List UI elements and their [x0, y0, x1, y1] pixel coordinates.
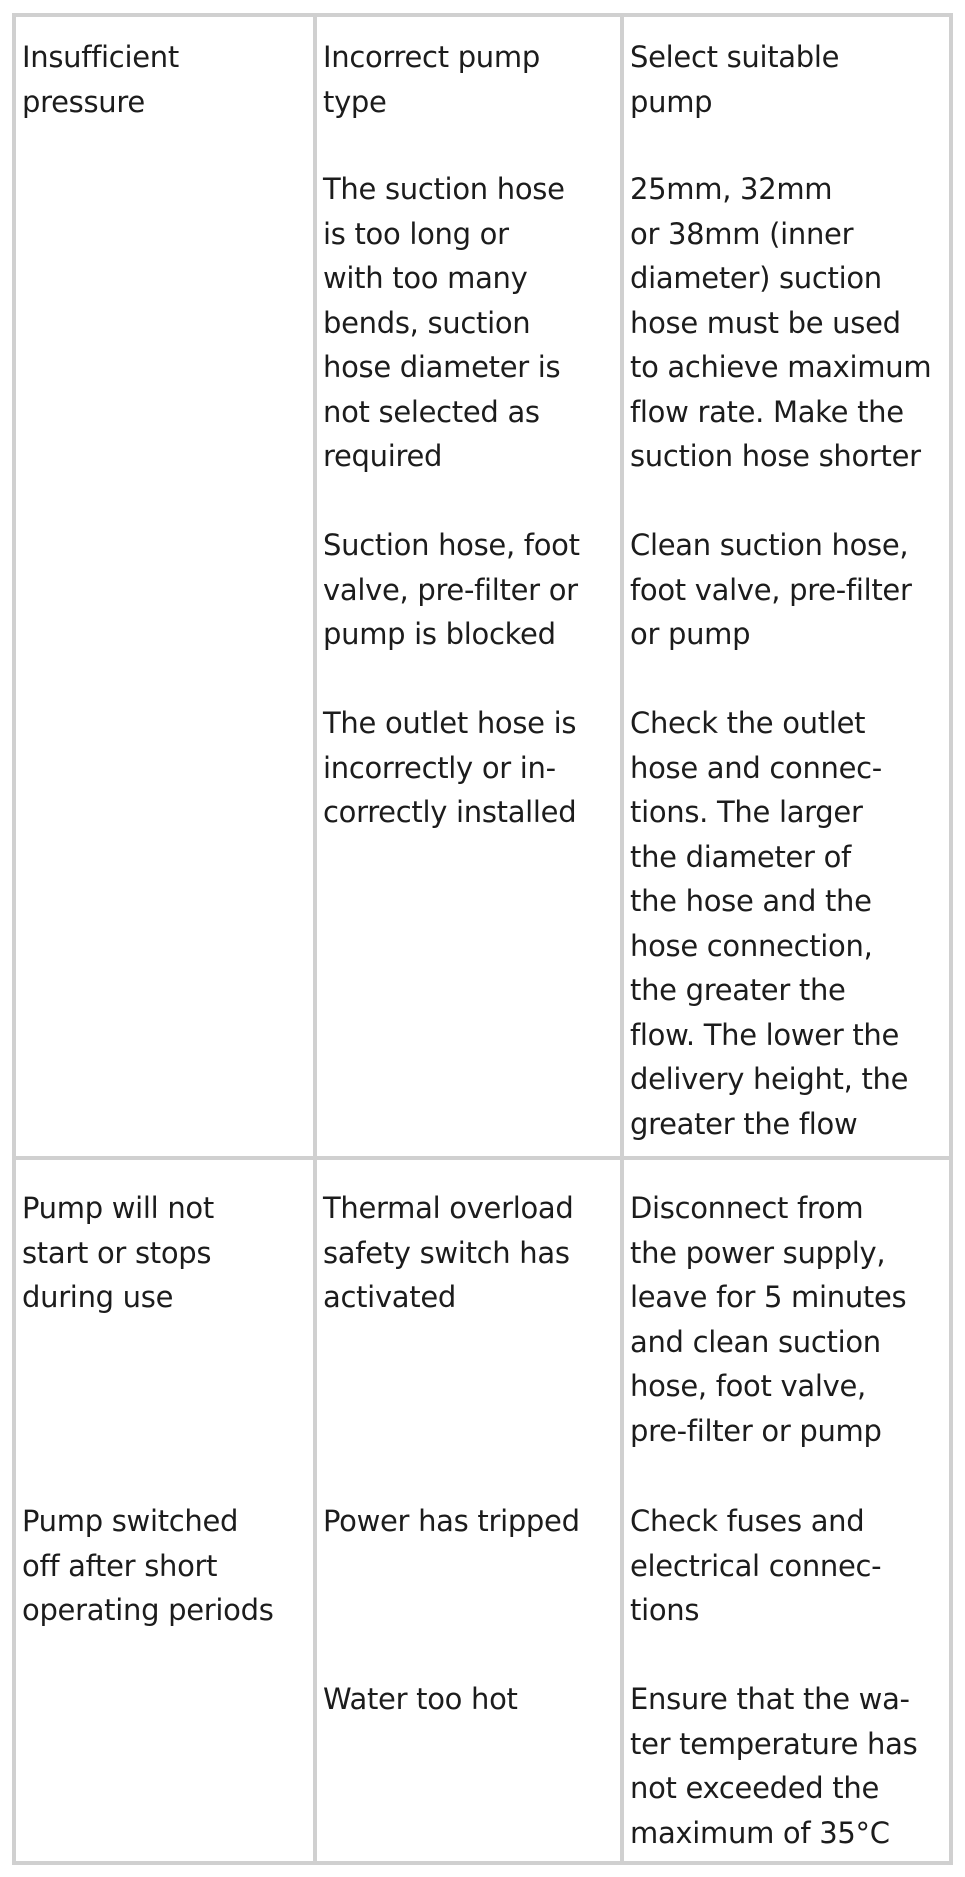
row-divider: [12, 1156, 953, 1160]
remedy-cell: Clean suction hose, foot valve, pre-filter or pump: [630, 528, 912, 651]
remedy-cell: 25mm, 32mm or 38mm (inner diameter) suction hose must be used to achieve maximum flow rate. Make the suction hose shorter: [630, 172, 932, 473]
cause-cell: Thermal overload safety switch has activated: [323, 1191, 574, 1314]
cause-cell: The suction hose is too long or with too many bends, suction hose diameter is not selected as required: [323, 172, 565, 473]
remedy-cell: Check the outlet hose and connec- tions. The larger the diameter of the hose and the hose connection, the greater the flow. The lower the delivery height, the greater the flow: [630, 706, 909, 1141]
problem-cell: Pump switched off after short operating periods: [22, 1504, 274, 1627]
problem-cell: Pump will not start or stops during use: [22, 1191, 214, 1314]
remedy-cell: Ensure that the wa- ter temperature has not exceeded the maximum of 35°C: [630, 1682, 918, 1850]
problem-cell: Insufficient pressure: [22, 40, 179, 119]
column-divider: [313, 13, 317, 1865]
cause-cell: The outlet hose is incorrectly or in- correctly installed: [323, 706, 577, 829]
cause-cell: Water too hot: [323, 1682, 518, 1716]
remedy-cell: Disconnect from the power supply, leave for 5 minutes and clean suction hose, foot valve, pre-filter or pump: [630, 1191, 907, 1448]
cause-cell: Power has tripped: [323, 1504, 580, 1538]
cause-cell: Suction hose, foot valve, pre-filter or pump is blocked: [323, 528, 580, 651]
remedy-cell: Select suitable pump: [630, 40, 840, 119]
cause-cell: Incorrect pump type: [323, 40, 540, 119]
remedy-cell: Check fuses and electrical connec- tions: [630, 1504, 882, 1627]
